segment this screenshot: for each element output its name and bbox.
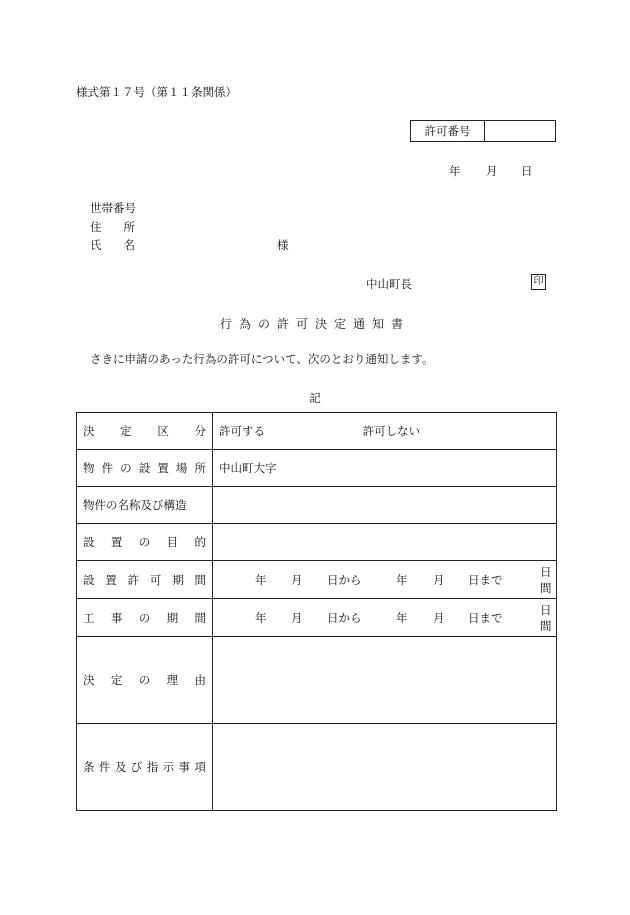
form-number: 様式第１７号（第１１条関係） xyxy=(76,85,237,99)
permit-number-box xyxy=(410,120,556,142)
address-label: 住 所 xyxy=(90,220,135,234)
table-row xyxy=(77,413,557,450)
table-row xyxy=(77,637,557,724)
household-number-label: 世帯番号 xyxy=(90,201,136,215)
table-row xyxy=(77,599,557,637)
conditions-value[interactable] xyxy=(213,724,557,811)
decision-label: 決 定 区 分 xyxy=(77,413,213,450)
permit-number-label: 許可番号 xyxy=(411,121,485,141)
purpose-label: 設 置 の 目 的 xyxy=(77,524,213,561)
date-year: 年 xyxy=(449,164,461,178)
intro-text: さきに申請のあった行為の許可について、次のとおり通知します。 xyxy=(90,352,434,366)
purpose-value[interactable] xyxy=(213,524,557,561)
deny-option[interactable]: 許可しない xyxy=(362,424,421,438)
issuer-title: 中山町長 xyxy=(366,277,412,291)
table-row xyxy=(77,524,557,561)
name-structure-value[interactable] xyxy=(213,487,557,524)
name-structure-label: 物件の名称及び構造 xyxy=(77,487,213,524)
table-row xyxy=(77,724,557,811)
date-month: 月 xyxy=(486,164,498,178)
location-label: 物 件 の 設 置 場 所 xyxy=(77,450,213,487)
reason-label: 決 定 の 理 由 xyxy=(77,637,213,724)
table-row xyxy=(77,450,557,487)
work-period-value[interactable]: 年 月 日から 年 月 日まで 日間 xyxy=(213,599,557,637)
seal-mark: 印 xyxy=(531,274,546,290)
permit-option[interactable]: 許可する xyxy=(219,424,265,438)
document-title: 行為の許可決定通知書 xyxy=(219,317,410,331)
table-row xyxy=(77,487,557,524)
reason-value[interactable] xyxy=(213,637,557,724)
table-row xyxy=(77,561,557,599)
ki-heading: 記 xyxy=(309,391,321,405)
date-day: 日 xyxy=(521,164,533,178)
conditions-label: 条 件 及 び 指 示 事 項 xyxy=(77,724,213,811)
permit-period-value[interactable]: 年 月 日から 年 月 日まで 日間 xyxy=(213,561,557,599)
name-label: 氏 名 xyxy=(90,238,135,252)
permit-number-field[interactable] xyxy=(485,121,555,141)
notice-table xyxy=(76,412,557,811)
decision-value xyxy=(213,413,557,450)
permit-period-label: 設 置 許 可 期 間 xyxy=(77,561,213,599)
work-period-label: 工 事 の 期 間 xyxy=(77,599,213,637)
location-value[interactable]: 中山町大字 xyxy=(213,450,557,487)
honorific: 様 xyxy=(277,238,289,252)
